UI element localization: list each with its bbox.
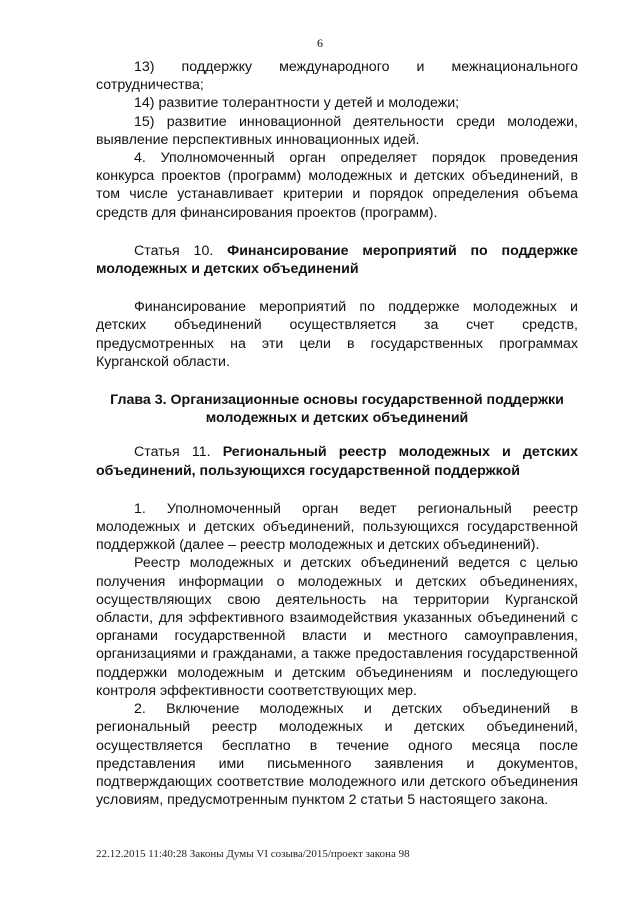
- list-item: 15) развитие инновационной деятельности среди молодежи, выявление перспективных инновационных идей.: [96, 113, 578, 148]
- paragraph-4: 4. Уполномоченный орган определяет порядок проведения конкурса проектов (программ) молодежных и детских объединений, в том числе устанавливает критерии и порядок определения объема средств для финансирования проектов (программ).: [96, 150, 578, 221]
- article-11-paragraph-2: Реестр молодежных и детских объединений ведется с целью получения информации о молодежных и детских объединениях, осуществляющих свою деятельность на территории Курганской области, для эффективного взаимодействия указанных объединений с органами государственной власти и местного самоуправления, организациями и гражданами, а также предоставления государственной поддержки молодежным и детским объединениям и последующего контроля эффективности соответствующих мер.: [96, 555, 578, 699]
- document-footer: 22.12.2015 11:40:28 Законы Думы VI созыва/2015/проект закона 98: [96, 848, 410, 860]
- chapter-3-heading-line2: молодежных и детских объединений: [205, 410, 469, 427]
- article-11-title: Региональный реестр молодежных и детских объединений, пользующихся государственной поддержкой: [96, 444, 578, 479]
- article-10-title: Финансирование мероприятий по поддержке молодежных и детских объединений: [96, 242, 579, 278]
- list-item: 14) развитие толерантности у детей и молодежи;: [134, 95, 460, 112]
- chapter-3-heading-line1: Глава 3. Организационные основы государственной поддержки: [110, 392, 564, 409]
- article-11-paragraph-3: 2. Включение молодежных и детских объединений в региональный реестр молодежных и детских объединений, осуществляется бесплатно в течение одного месяца после представления ими письменного заявления и документов, подтверждающих соответствие молодежного или детского объединения условиям, предусмотренным пунктом 2 статьи 5 настоящего закона.: [96, 701, 578, 809]
- article-10-label: Статья 10.: [134, 242, 228, 259]
- article-11-heading: [96, 443, 578, 479]
- page-number: 6: [317, 36, 323, 50]
- document-body: [96, 58, 578, 809]
- article-10-heading: [96, 242, 578, 278]
- article-11-label: Статья 11.: [134, 444, 223, 461]
- article-10-text: Финансирование мероприятий по поддержке молодежных и детских объединений осуществляется за счет средств, предусмотренных на эти цели в государственных программах Курганской области.: [96, 299, 578, 370]
- list-item: 13) поддержку международного и межнационального сотрудничества;: [96, 59, 578, 94]
- article-11-paragraph-1: 1. Уполномоченный орган ведет региональный реестр молодежных и детских объединений, пользующихся государственной поддержкой (далее – реестр молодежных и детских объединений).: [96, 500, 578, 554]
